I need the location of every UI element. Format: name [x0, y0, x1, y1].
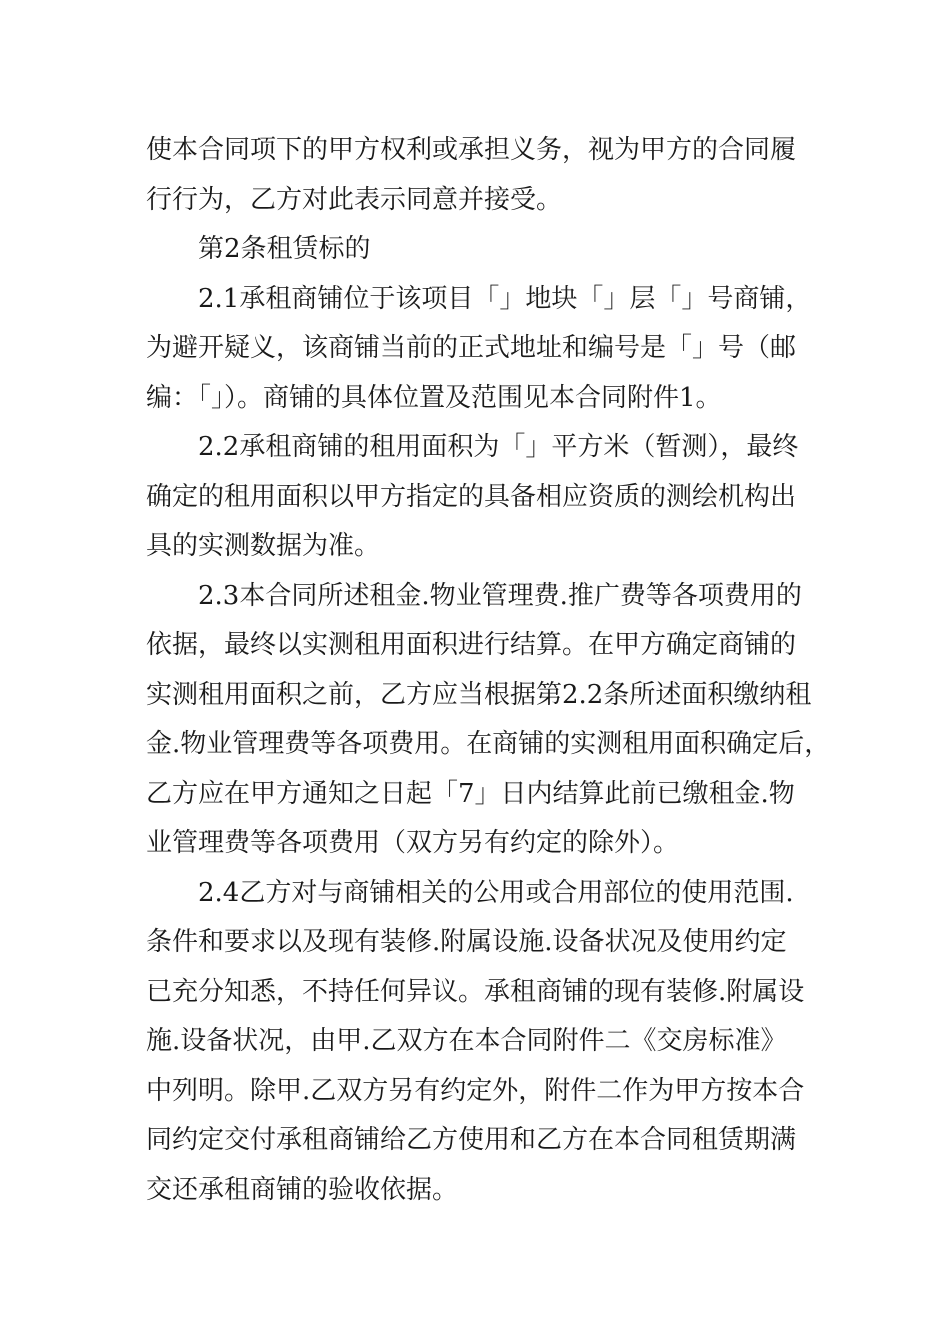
text-line: 行行为，乙方对此表示同意并接受。	[146, 184, 563, 215]
text-line: 乙方应在甲方通知之日起「7」日内结算此前已缴租金.物	[146, 778, 795, 809]
text-line: 编：「」）。商铺的具体位置及范围见本合同附件1。	[146, 382, 722, 413]
text-line: 使本合同项下的甲方权利或承担义务，视为甲方的合同履	[146, 135, 797, 165]
text-line: 确定的租用面积以甲方指定的具备相应资质的测绘机构出	[146, 481, 797, 512]
text-line: 2.3本合同所述租金.物业管理费.推广费等各项费用的	[198, 580, 802, 611]
text-line: 中列明。除甲.乙双方另有约定外，附件二作为甲方按本合	[146, 1075, 805, 1106]
text-line: 为避开疑义，该商铺当前的正式地址和编号是「」号（邮	[146, 333, 797, 363]
text-line: 业管理费等各项费用（双方另有约定的除外）。	[146, 828, 680, 858]
document-body	[146, 126, 831, 1215]
text-line: 2.1承租商铺位于该项目「」地块「」层「」号商铺，	[198, 283, 812, 314]
text-line: 2.4乙方对与商铺相关的公用或合用部位的使用范围.	[198, 877, 794, 908]
text-line: 交还承租商铺的验收依据。	[146, 1174, 459, 1205]
text-line: 施.设备状况，由甲.乙双方在本合同附件二《交房标准》	[146, 1026, 787, 1056]
text-line: 金.物业管理费等各项费用。在商铺的实测租用面积确定后，	[146, 729, 831, 759]
text-line: 已充分知悉，不持任何异议。承租商铺的现有装修.附属设	[146, 976, 805, 1007]
text-line: 具的实测数据为准。	[146, 531, 381, 561]
text-line: 同约定交付承租商铺给乙方使用和乙方在本合同租赁期满	[146, 1125, 797, 1155]
text-line: 2.2承租商铺的租用面积为「」平方米（暂测），最终	[198, 432, 799, 462]
text-line: 实测租用面积之前，乙方应当根据第2.2条所述面积缴纳租	[146, 679, 812, 710]
text-line: 依据，最终以实测租用面积进行结算。在甲方确定商铺的	[146, 630, 797, 660]
section-heading: 第2条租赁标的	[198, 234, 371, 264]
text-line: 条件和要求以及现有装修.附属设施.设备状况及使用约定	[146, 927, 787, 957]
